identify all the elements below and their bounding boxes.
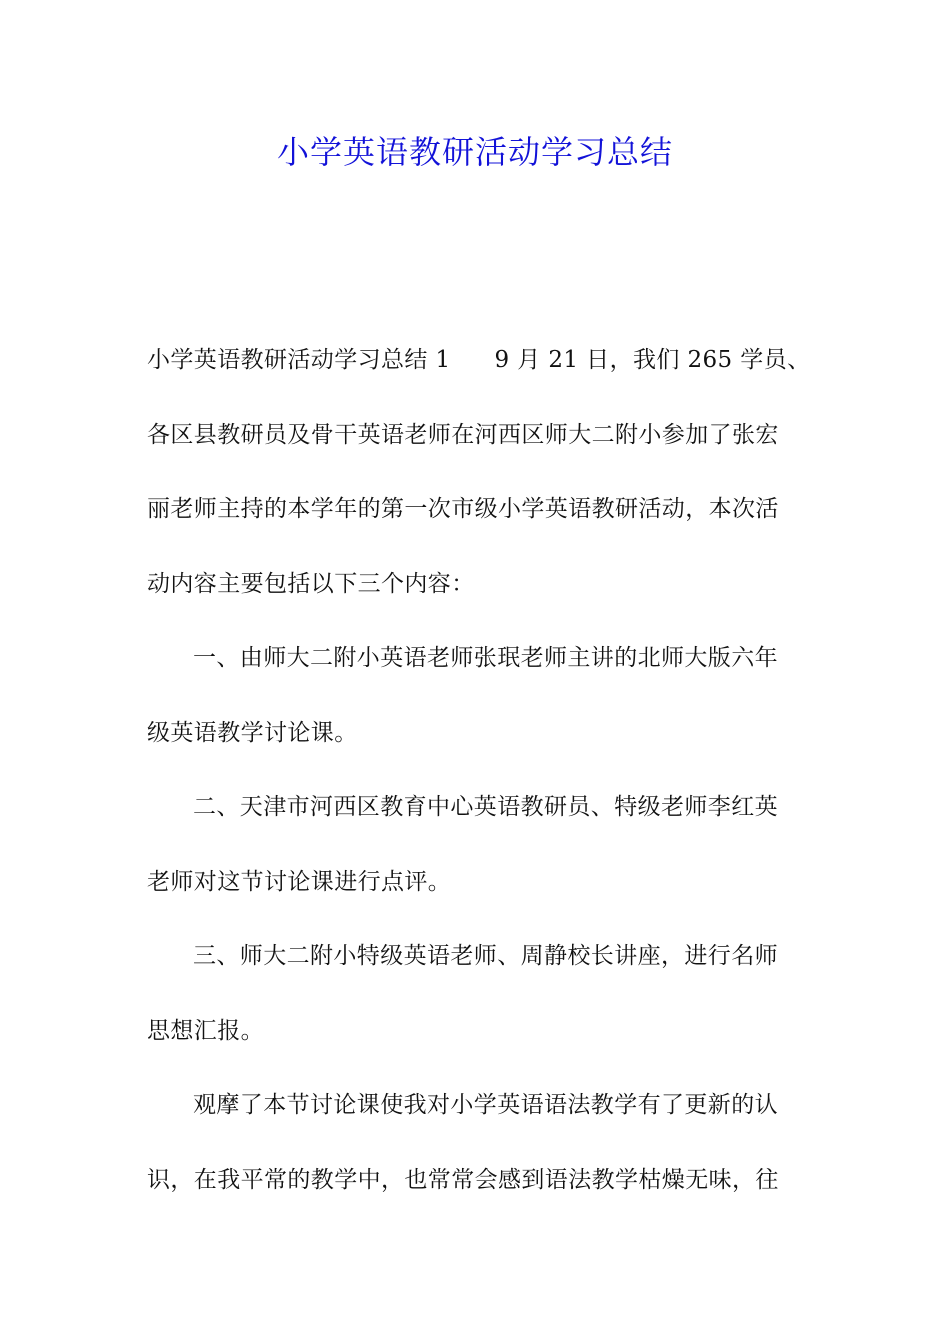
body-line: 观摩了本节讨论课使我对小学英语语法教学有了更新的认 <box>193 1092 778 1118</box>
body-line: 级英语教学讨论课。 <box>147 719 358 746</box>
document-body <box>147 338 811 1232</box>
body-line: 二、天津市河西区教育中心英语教研员、特级老师李红英 <box>193 794 778 820</box>
body-line: 三、师大二附小特级英语老师、周静校长讲座，进行名师 <box>193 943 778 969</box>
body-line <box>147 338 811 413</box>
body-line: 老师对这节讨论课进行点评。 <box>147 868 452 895</box>
line-segment: 9 月 21 日，我们 265 学员、 <box>494 347 811 373</box>
document-title: 小学英语教研活动学习总结 <box>276 133 673 171</box>
body-line: 动内容主要包括以下三个内容： <box>147 570 475 597</box>
line-segment: 小学英语教研活动学习总结 1 <box>147 347 451 373</box>
body-line: 各区县教研员及骨干英语老师在河西区师大二附小参加了张宏 <box>147 421 779 448</box>
body-line: 一、由师大二附小英语老师张珉老师主讲的北师大版六年 <box>193 645 778 671</box>
body-line: 丽老师主持的本学年的第一次市级小学英语教研活动，本次活 <box>147 496 779 522</box>
body-line: 识，在我平常的教学中，也常常会感到语法教学枯燥无味，往 <box>147 1166 779 1193</box>
body-line: 思想汇报。 <box>147 1017 264 1044</box>
